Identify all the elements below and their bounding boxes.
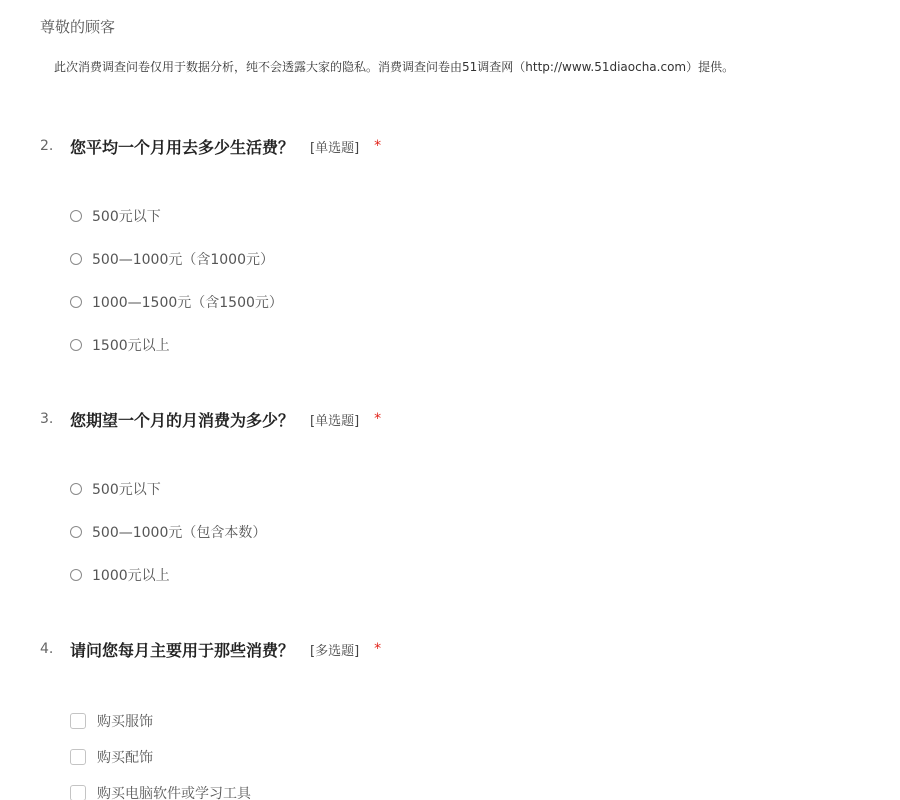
option-label: 500元以下 bbox=[92, 482, 161, 498]
option-q2-4[interactable] bbox=[70, 335, 170, 355]
option-label: 500元以下 bbox=[92, 209, 161, 225]
option-q3-2[interactable] bbox=[70, 522, 266, 542]
option-q2-3[interactable] bbox=[70, 292, 283, 312]
radio-button[interactable] bbox=[70, 210, 82, 222]
radio-button[interactable] bbox=[70, 526, 82, 538]
option-q4-1[interactable] bbox=[70, 711, 153, 731]
option-q4-3[interactable] bbox=[70, 783, 251, 800]
question-text: 您平均一个月用去多少生活费？ bbox=[70, 137, 295, 157]
option-label: 1500元以上 bbox=[92, 338, 170, 354]
checkbox[interactable] bbox=[70, 749, 86, 765]
option-label: 500—1000元（含1000元） bbox=[92, 252, 274, 268]
radio-button[interactable] bbox=[70, 483, 82, 495]
question-type-badge: [单选题] bbox=[310, 140, 360, 156]
option-label: 购买服饰 bbox=[97, 714, 153, 730]
question-type-badge: [单选题] bbox=[310, 413, 360, 429]
question-text: 请问您每月主要用于那些消费？ bbox=[70, 640, 295, 660]
checkbox[interactable] bbox=[70, 785, 86, 800]
option-q2-1[interactable] bbox=[70, 206, 161, 226]
question-text: 您期望一个月的月消费为多少？ bbox=[70, 410, 295, 430]
option-label: 购买电脑软件或学习工具 bbox=[97, 786, 251, 800]
question-number: 4. bbox=[40, 641, 54, 657]
radio-button[interactable] bbox=[70, 253, 82, 265]
radio-button[interactable] bbox=[70, 339, 82, 351]
question-4 bbox=[40, 637, 381, 661]
radio-button[interactable] bbox=[70, 296, 82, 308]
option-q4-2[interactable] bbox=[70, 747, 153, 767]
required-marker: * bbox=[374, 641, 382, 657]
question-3 bbox=[40, 407, 381, 431]
option-q3-1[interactable] bbox=[70, 479, 161, 499]
checkbox[interactable] bbox=[70, 713, 86, 729]
option-label: 500—1000元（包含本数） bbox=[92, 525, 267, 541]
option-label: 1000元以上 bbox=[92, 568, 170, 584]
question-number: 2. bbox=[40, 138, 54, 154]
required-marker: * bbox=[374, 411, 382, 427]
greeting-title: 尊敬的顾客 bbox=[40, 18, 116, 36]
option-q3-3[interactable] bbox=[70, 565, 170, 585]
question-type-badge: [多选题] bbox=[310, 643, 360, 659]
required-marker: * bbox=[374, 138, 382, 154]
radio-button[interactable] bbox=[70, 569, 82, 581]
option-q2-2[interactable] bbox=[70, 249, 274, 269]
question-2 bbox=[40, 134, 381, 158]
option-label: 1000—1500元（含1500元） bbox=[92, 295, 283, 311]
question-number: 3. bbox=[40, 411, 54, 427]
option-label: 购买配饰 bbox=[97, 750, 153, 766]
survey-intro: 此次消费调查问卷仅用于数据分析，纯不会透露大家的隐私。消费调查问卷由51调查网（http://www.51diaocha.com）提供。 bbox=[54, 60, 735, 74]
